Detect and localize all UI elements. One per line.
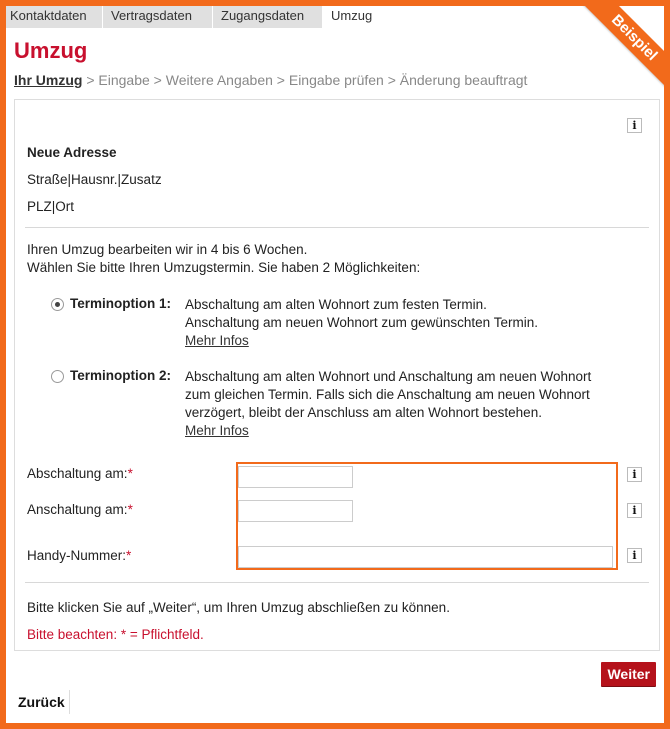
info-icon[interactable]: i — [627, 503, 642, 518]
breadcrumb-current: Ihr Umzug — [14, 72, 83, 88]
ribbon-label: Beispiel — [576, 0, 670, 96]
address-city: PLZ|Ort — [27, 199, 75, 214]
tab-bar — [6, 6, 393, 28]
address-heading: Neue Adresse — [27, 145, 117, 160]
weiter-hint: Bitte klicken Sie auf „Weiter“, um Ihren Umzug abschließen zu können. — [27, 600, 450, 615]
breadcrumb — [14, 72, 527, 88]
anschaltung-label-text: Anschaltung am: — [27, 502, 128, 517]
abschaltung-label-text: Abschaltung am: — [27, 466, 128, 481]
address-street: Straße|Hausnr.|Zusatz — [27, 172, 162, 187]
anschaltung-date-input[interactable] — [238, 500, 353, 522]
corner-ribbon — [560, 0, 670, 110]
mehr-infos-link-1[interactable]: Mehr Infos — [185, 333, 249, 348]
divider — [25, 227, 649, 228]
handy-label-text: Handy-Nummer: — [27, 548, 127, 563]
terminoption-2-radio[interactable] — [51, 370, 64, 383]
terminoption-1-radio[interactable] — [51, 298, 64, 311]
abschaltung-date-input[interactable] — [238, 466, 353, 488]
tab-vertragsdaten[interactable]: Vertragsdaten — [103, 6, 213, 28]
terminoption-1-text — [185, 296, 538, 350]
tab-zugangsdaten[interactable]: Zugangsdaten — [213, 6, 323, 28]
handy-label — [27, 548, 131, 563]
terminoption-2-label[interactable]: Terminoption 2: — [70, 368, 171, 383]
divider — [25, 582, 649, 583]
terminoption-2-line: zum gleichen Termin. Falls sich die Anschaltung am neuen Wohnort — [185, 387, 590, 402]
tab-kontaktdaten[interactable]: Kontaktdaten — [6, 6, 103, 28]
intro-duration: Ihren Umzug bearbeiten wir in 4 bis 6 Wochen. — [27, 242, 308, 257]
weiter-button[interactable]: Weiter — [601, 662, 656, 686]
terminoption-1-line: Abschaltung am alten Wohnort zum festen Termin. — [185, 297, 487, 312]
handy-nummer-input[interactable] — [238, 546, 613, 568]
mehr-infos-link-2[interactable]: Mehr Infos — [185, 423, 249, 438]
umzug-form-panel — [14, 99, 660, 651]
tab-umzug[interactable]: Umzug — [323, 6, 393, 28]
info-icon[interactable]: i — [627, 467, 642, 482]
info-icon[interactable]: i — [627, 548, 642, 563]
page-title: Umzug — [14, 38, 88, 63]
terminoption-1-line: Anschaltung am neuen Wohnort zum gewünschten Termin. — [185, 315, 538, 330]
terminoption-1-label[interactable]: Terminoption 1: — [70, 296, 171, 311]
terminoption-2-line: verzögert, bleibt der Anschluss am alten Wohnort bestehen. — [185, 405, 542, 420]
required-marker: * — [126, 548, 132, 563]
anschaltung-label — [27, 502, 133, 517]
required-marker: * — [127, 502, 133, 517]
info-icon[interactable]: i — [627, 118, 642, 133]
zurueck-button[interactable]: Zurück — [14, 690, 70, 714]
abschaltung-label — [27, 466, 133, 481]
terminoption-2-text — [185, 368, 591, 440]
intro-choose: Wählen Sie bitte Ihren Umzugstermin. Sie haben 2 Möglichkeiten: — [27, 260, 421, 275]
required-marker: * — [127, 466, 133, 481]
required-note: Bitte beachten: * = Pflichtfeld. — [27, 627, 204, 642]
terminoption-2-line: Abschaltung am alten Wohnort und Anschaltung am neuen Wohnort — [185, 369, 592, 384]
breadcrumb-steps: > Eingabe > Weitere Angaben > Eingabe prüfen > Änderung beauftragt — [82, 72, 528, 88]
